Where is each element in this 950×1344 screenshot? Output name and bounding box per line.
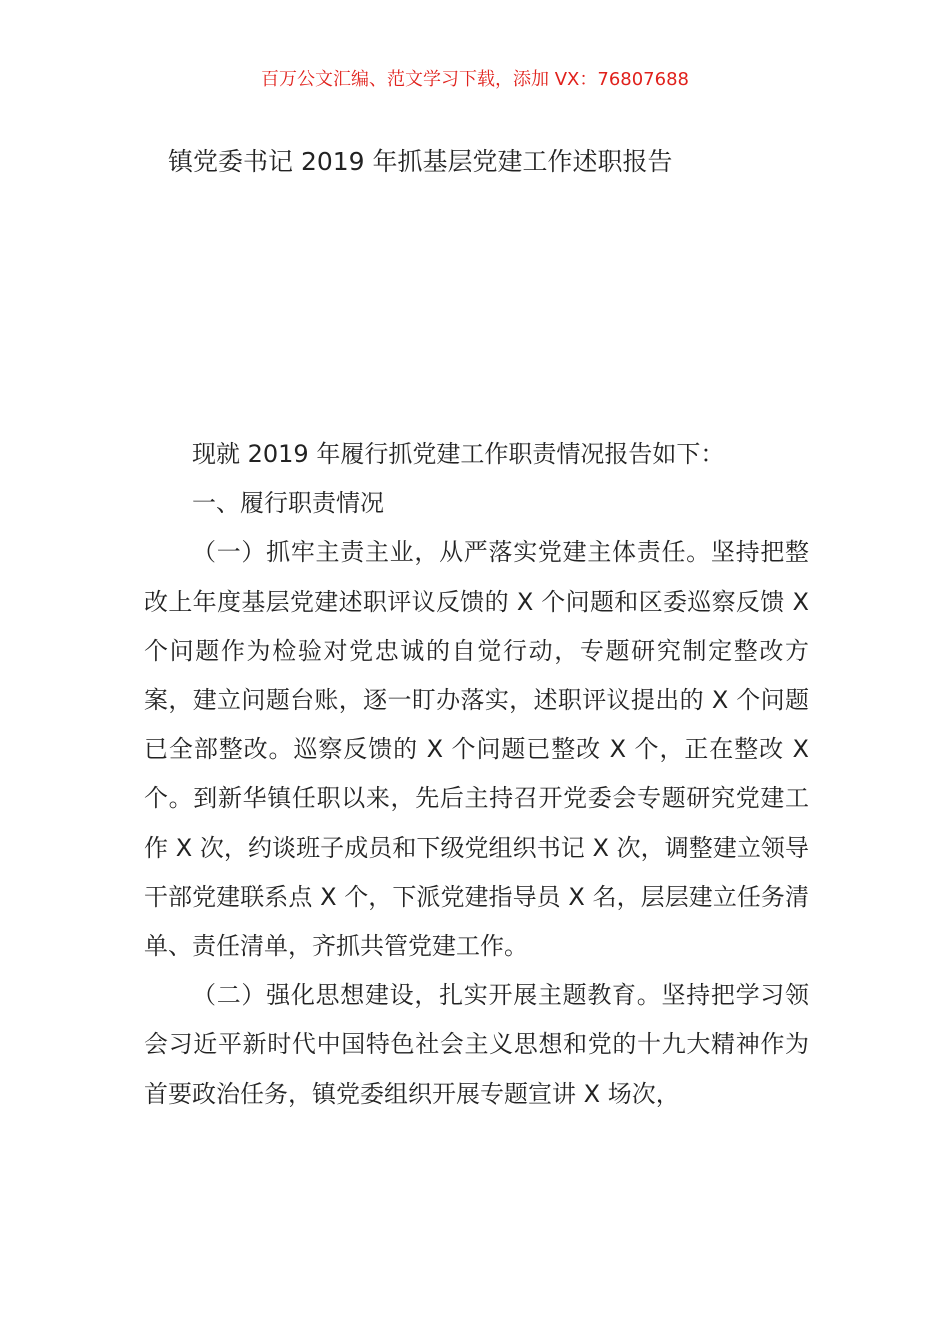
document-body [144, 430, 809, 1119]
paragraph-section-2: （二）强化思想建设，扎实开展主题教育。坚持把学习领会习近平新时代中国特色社会主义思想和党的十九大精神作为首要政治任务，镇党委组织开展专题宣讲 X 场次， [144, 981, 809, 1108]
header-note: 百万公文汇编、范文学习下载，添加 VX：76807688 [261, 69, 689, 90]
document-title: 镇党委书记 2019 年抓基层党建工作述职报告 [168, 147, 673, 176]
paragraph-intro: 现就 2019 年履行抓党建工作职责情况报告如下： [192, 440, 725, 468]
section-heading: 一、履行职责情况 [192, 489, 384, 518]
paragraph-section-1: （一）抓牢主责主业，从严落实党建主体责任。坚持把整改上年度基层党建述职评议反馈的 X 个问题和区委巡察反馈 X 个问题作为检验对党忠诚的自觉行动，专题研究制定整改方案，建立问题台账，逐一盯办落实，述职评议提出的 X 个问题已全部整改。巡察反馈的 X 个问题已整改 X 个，正在整改 X 个。到新华镇任职以来，先后主持召开党委会专题研究党建工作 X 次，约谈班子成员和下级党组织书记 X 次，调整建立领导干部党建联系点 X 个，下派党建指导员 X 名，层层建立任务清单、责任清单，齐抓共管党建工作。 [144, 538, 809, 961]
